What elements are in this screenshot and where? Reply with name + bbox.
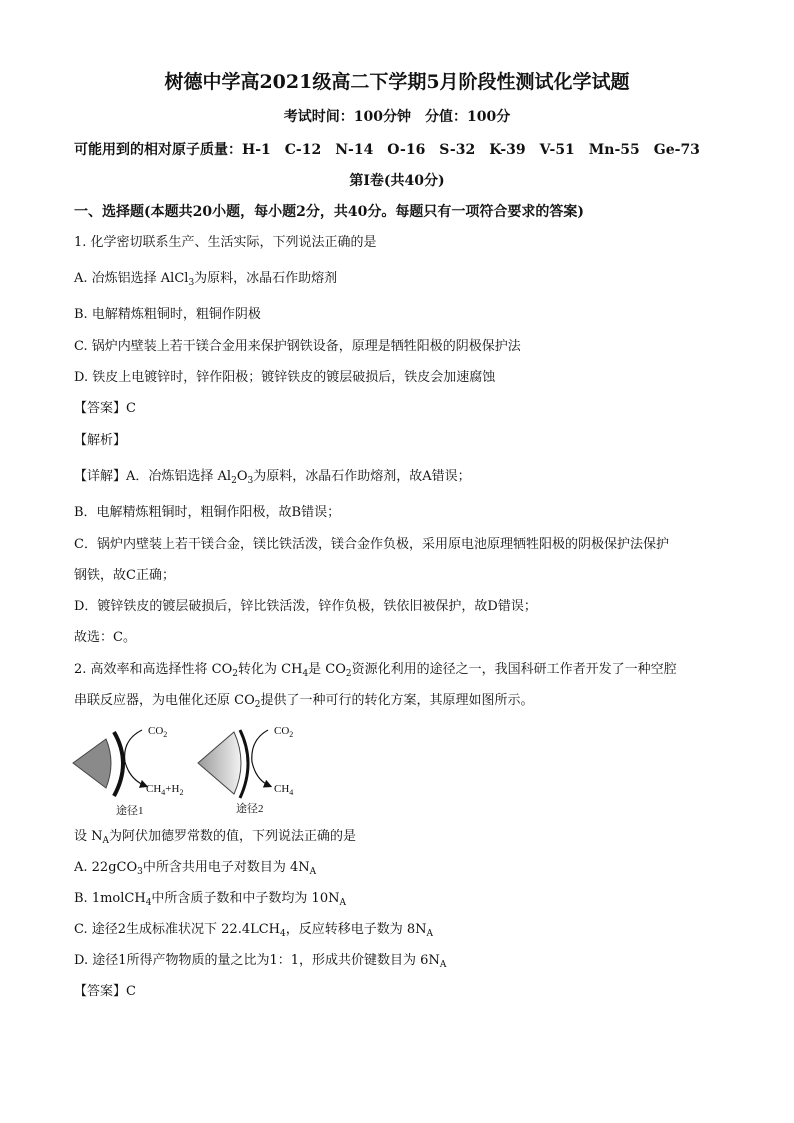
q1-detail-a: 【详解】A．冶炼铝选择 $Al_2O_3$为原料，冰晶石作助熔剂，故A错误； (74, 469, 471, 486)
reactor-1-electrode (114, 732, 123, 796)
q2-stem-line2: 串联反应器，为电催化还原 $CO_2$提供了一种可行的转化方案，其原理如图所示。 (74, 693, 534, 710)
reactor-2-cavity (198, 732, 241, 794)
path-1-label: 途径1 (116, 805, 144, 817)
q2-option-a: A. 22gCO$_3$中所含共用电子对数目为 $4N_A$ (74, 860, 317, 877)
q1-option-c: C. 锅炉内壁装上若干镁合金用来保护钢铁设备，原理是牺牲阳极的阴极保护法 (74, 339, 521, 354)
q1-option-a: A. 冶炼铝选择 AlCl$_3$为原料，冰晶石作助熔剂 (74, 271, 338, 288)
q2-option-c: C. 途径2生成标准状况下 $22.4LCH_4$，反应转移电子数为 $8N_A$ (74, 922, 434, 939)
q1-conclusion: 故选：C。 (74, 630, 136, 645)
path-1-co2: $CO_2$ (148, 725, 168, 739)
reactor-diagram (70, 718, 310, 822)
section-title: 一、选择题(本题共20小题，每小题2分，共40分。每题只有一项符合要求的答案) (74, 204, 584, 220)
q1-analysis: 【解析】 (74, 433, 127, 448)
q1-option-d: D. 铁皮上电镀锌时，锌作阳极；镀锌铁皮的镀层破损后，铁皮会加速腐蚀 (74, 370, 496, 385)
q1-detail-b: B．电解精炼粗铜时，粗铜作阳极，故B错误； (74, 505, 341, 520)
q1-stem: 1. 化学密切联系生产、生活实际，下列说法正确的是 (74, 235, 377, 250)
q2-option-d: D. 途径1所得产物物质的量之比为1：1，形成共价键数目为 $6N_A$ (74, 953, 447, 970)
q2-stem-line1: 2. 高效率和高选择性将 $CO_2$转化为 $CH_4$是 $CO_2$资源化利用的途径之一，我国科研工作者开发了一种空腔 (74, 662, 677, 679)
q2-option-b: B. 1molCH$_4$中所含质子数和中子数均为 $10N_A$ (74, 891, 346, 908)
q1-detail-c1: C．锅炉内壁装上若干镁合金，镁比铁活泼，镁合金作负极，采用原电池原理牺牲阳极的阴极保护法保护 (74, 537, 669, 552)
exam-info: 考试时间：100分钟 分值：100分 (283, 109, 511, 125)
q2-answer: 【答案】C (74, 984, 136, 999)
q1-option-b: B. 电解精炼粗铜时，粗铜作阴极 (74, 307, 261, 322)
reactor-1-cavity (73, 739, 111, 788)
path-1-products: $CH_4+H_2$ (146, 783, 184, 797)
page-title: 树德中学高2021级高二下学期5月阶段性测试化学试题 (164, 71, 630, 93)
atomic-masses: 可能用到的相对原子质量：H-1 C-12 N-14 O-16 S-32 K-39 V-51 Mn-55 Ge-73 (74, 142, 700, 158)
volume-title: 第Ⅰ卷(共40分) (349, 173, 445, 189)
q1-answer: 【答案】C (74, 401, 136, 416)
path-2-co2: $CO_2$ (274, 725, 294, 739)
q2-prompt: 设 $N_A$为阿伏加德罗常数的值，下列说法正确的是 (74, 829, 357, 846)
path-2-arrow (252, 730, 270, 786)
path-1-arrow (125, 730, 146, 786)
q1-detail-d: D．镀锌铁皮的镀层破损后，锌比铁活泼，锌作负极，铁依旧被保护，故D错误； (74, 599, 537, 614)
path-2-product: $CH_4$ (274, 783, 294, 797)
path-2-label: 途径2 (236, 803, 264, 815)
q1-detail-c2: 钢铁，故C正确； (74, 568, 175, 583)
